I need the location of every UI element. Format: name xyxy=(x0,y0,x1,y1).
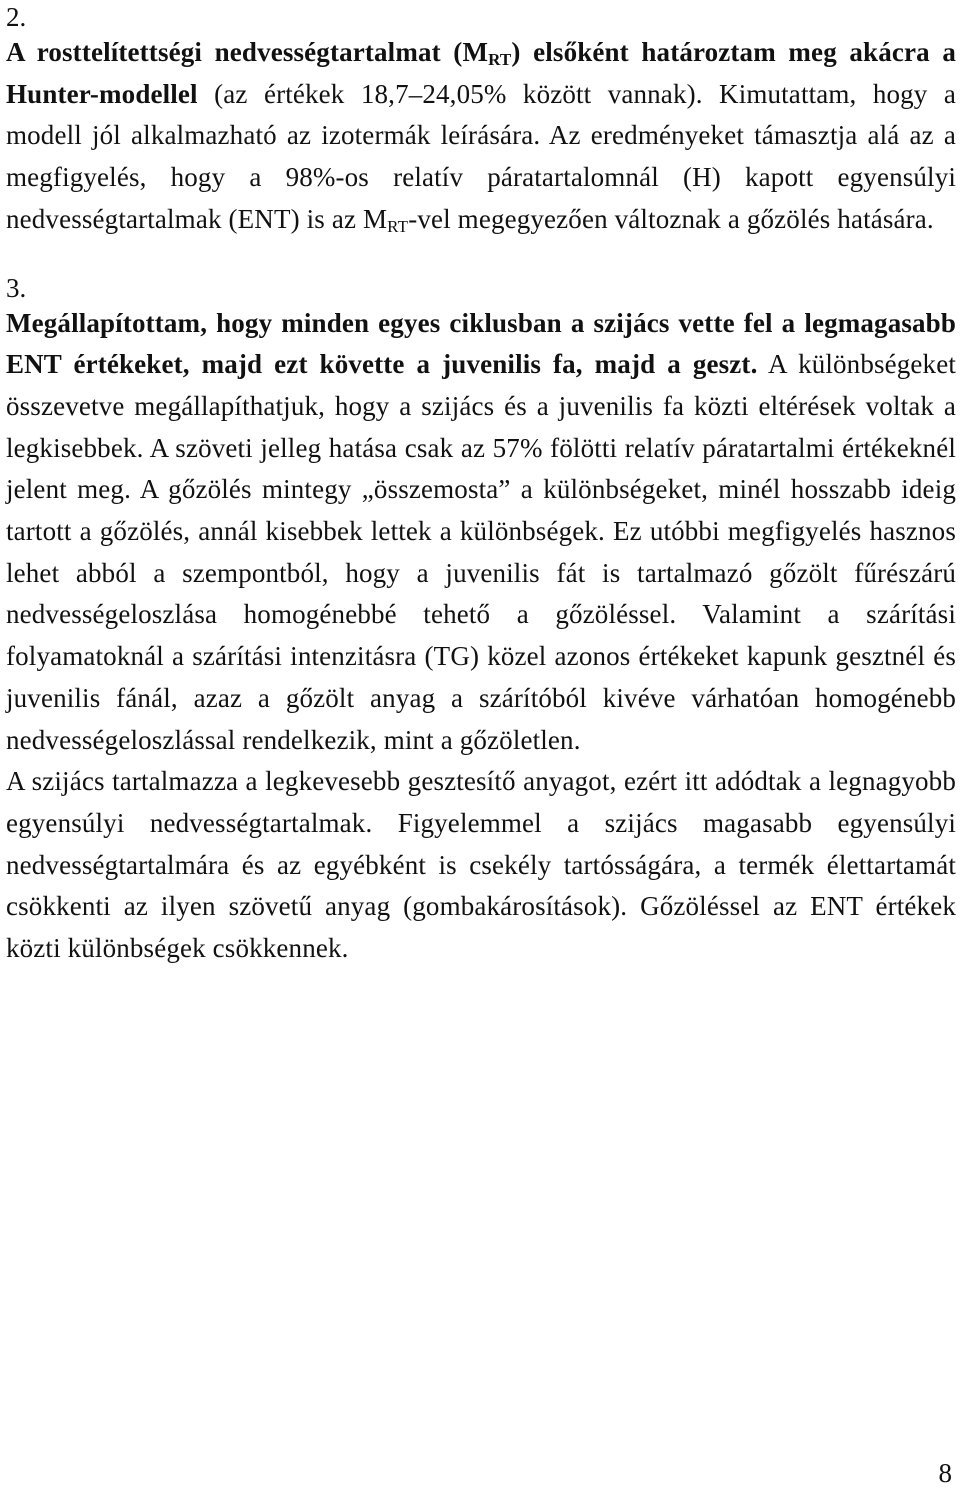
page-number: 8 xyxy=(938,1458,952,1488)
section-3-text: A különbségeket összevetve megállapíthatjuk, hogy a szijács és a juvenilis fa közti eltérések voltak a legkisebbek. A szöveti jelleg hatása csak az 57% fölötti relatív páratartalmi értékeknél jelent meg. A gőzölés mintegy „összemosta” a különbségeket, minél hosszabb ideig tartott a gőzölés, annál kisebbek lettek a különbségek. Ez utóbbi megfigyelés hasznos lehet abból a szempontból, hogy a juvenilis fát is tartalmazó gőzölt fűrészárú nedvességeloszlása homogénebbé tehető a gőzöléssel. Valamint a szárítási folyamatoknál a szárítási intenzitásra (TG) közel azonos értékeket kapunk gesztnél és juvenilis fánál, azaz a gőzölt anyag a szárítóból kivéve várhatóan homogénebb nedvességeloszlással rendelkezik, mint a gőzöletlen. xyxy=(6,349,956,755)
section-2-number: 2. xyxy=(6,2,27,32)
section-3-bold-claim: Megállapítottam, hogy minden egyes ciklusban a szijács vette fel a legmagasabb ENT értékeket, majd ezt követte a juvenilis fa, majd a geszt. xyxy=(6,307,956,380)
document-page xyxy=(6,0,956,970)
section-3-paragraph-2: A szijács tartalmazza a legkevesebb gesztesítő anyagot, ezért itt adódtak a legnagyobb egyensúlyi nedvességtartalmak. Figyelemmel a szijács magasabb egyensúlyi nedvességtartalmára és az egyébként is csekély tartósságára, a termék élettartamát csökkenti az ilyen szövetű anyag (gombakárosítások). Gőzöléssel az ENT értékek közti különbségek csökkennek. xyxy=(6,766,956,964)
section-2-bold-claim: A rosttelítettségi nedvességtartalmat $(M_{RT})$ elsőként határoztam meg akácra a Hunter-modellel xyxy=(6,37,956,109)
section-3-paragraph xyxy=(6,303,956,762)
section-3-number: 3. xyxy=(6,272,27,303)
section-2-paragraph: A rosttelítettségi nedvességtartalmat $(M_{RT})$ elsőként határoztam meg akácra a Hunter-modellel (az értékek 18,7–24,05% között vannak). Kimutattam, hogy a modell jól alkalmazható az izotermák leírására. Az eredményeket támasztja alá az a megfigyelés, hogy a 98%-os relatív páratartalomnál (H) kapott egyensúlyi nedvességtartalmak (ENT) is az $M_{RT}$-vel megegyezően változnak a gőzölés hatására. xyxy=(6,37,956,236)
